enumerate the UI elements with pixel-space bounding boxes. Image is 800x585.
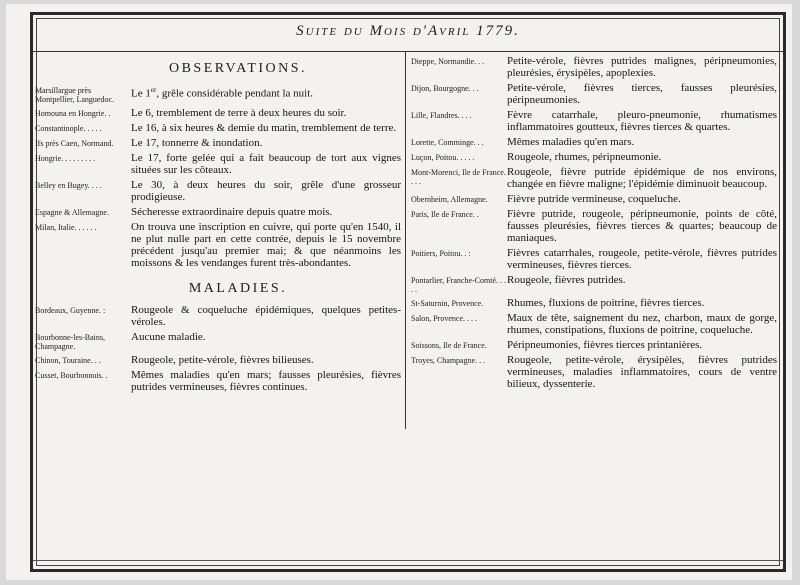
- entry-place: Troyes, Champagne. . .: [411, 356, 486, 365]
- entry-text: On trouva une inscription en cuivre, qui porte qu'en 1540, il ne plut nulle part en cette contrée, depuis le 15 novembre précédent jusqu'au premier mai; & que néanmoins les moissons & les vendanges furent très-abondantes.: [131, 221, 401, 269]
- entry-text: Fèvre catarrhale, pleuro-pneumonie, rhumatismes inflammatoires goutteux, fièvres tierces & quartes.: [507, 109, 777, 133]
- entry-text: Mêmes maladies qu'en mars; fausses pleurésies, fièvres putrides vermineuses, fièvres continues.: [131, 369, 401, 393]
- entry-place: Marsillargue près Montpellier, Languedoc.: [35, 86, 114, 104]
- right-column: [411, 55, 777, 393]
- entry-place: Mont-Morenci, Ile de France. . . .: [411, 168, 506, 186]
- entry-place: Dijon, Bourgogne. . .: [411, 84, 479, 93]
- entry-text: Le 16, à six heures & demie du matin, tremblement de terre.: [131, 122, 397, 134]
- entry-place: Salon, Provence. . . .: [411, 314, 477, 323]
- maladie-entry: [35, 354, 401, 366]
- maladie-entry: [411, 208, 777, 244]
- maladie-entry: [411, 55, 777, 79]
- observation-entry: [35, 107, 401, 119]
- maladie-entry: [35, 331, 401, 351]
- maladie-entry: [35, 304, 401, 328]
- maladie-entry: [411, 312, 777, 336]
- header-rule: [33, 51, 783, 52]
- maladie-entry: [411, 193, 777, 205]
- maladies-heading: MALADIES.: [188, 281, 288, 296]
- entry-text: Mêmes maladies qu'en mars.: [507, 136, 635, 148]
- entry-text: Rougeole, fièvre putride épidémique de nos environs, changée en fièvre maligne; l'épidémie diminuoit beaucoup.: [507, 166, 777, 190]
- observations-heading: OBSERVATIONS.: [168, 61, 308, 76]
- observation-entry: [35, 122, 401, 134]
- entry-place: Homouna en Hongrie. .: [35, 109, 111, 118]
- entry-text: Fièvre putride vermineuse, coqueluche.: [507, 193, 681, 205]
- maladie-entry: [411, 297, 777, 309]
- observation-entry: [35, 221, 401, 269]
- observation-entry: [35, 179, 401, 203]
- entry-place: St-Saturnin, Provence.: [411, 299, 484, 308]
- entry-text: Maux de tête, saignement du nez, charbon, maux de gorge, rhumes, constipations, fluxions de poitrine, coqueluche.: [507, 312, 777, 336]
- entry-place: Paris, Ile de France. .: [411, 210, 479, 219]
- entry-text: Rougeole, petite-vérole, fièvres bilieuses.: [131, 354, 314, 366]
- entry-text: Aucune maladie.: [131, 331, 206, 343]
- left-column: [35, 55, 401, 396]
- maladie-entry: [411, 82, 777, 106]
- entry-place: Obernheim, Allemagne.: [411, 195, 488, 204]
- bottom-rule: [33, 560, 783, 561]
- entry-place: Chinon, Touraine. . .: [35, 356, 101, 365]
- observation-entry: [35, 152, 401, 176]
- maladie-entry: [411, 274, 777, 294]
- entry-text: Le 30, à deux heures du soir, grêle d'une grosseur prodigieuse.: [131, 179, 401, 203]
- maladie-entry: [411, 354, 777, 390]
- entry-text: Sécheresse extraordinaire depuis quatre mois.: [131, 206, 333, 218]
- entry-place: Espagne & Allemagne.: [35, 208, 109, 217]
- entry-place: Bordeaux, Guyenne. :: [35, 306, 106, 315]
- entry-place: Lille, Flandres. . . .: [411, 111, 472, 120]
- entry-place: Hongrie. . . . . . . . .: [35, 154, 96, 163]
- entry-place: Pontarlier, Franche-Comté. . . . .: [411, 276, 506, 294]
- entry-place: Ifs près Caen, Normand.: [35, 139, 114, 148]
- maladie-entry: [411, 166, 777, 190]
- entry-place: Poitiers, Poitou. . :: [411, 249, 471, 258]
- entry-text: Le 6, tremblement de terre à deux heures du soir.: [131, 107, 347, 119]
- maladie-entry: [35, 369, 401, 393]
- entry-text: Petite-vérole, fièvres putrides malignes, péripneumonies, pleurésies, érysipèles, apoplexies.: [507, 55, 777, 79]
- entry-place: Lorette, Comminge. . .: [411, 138, 484, 147]
- maladie-entry: [411, 151, 777, 163]
- observation-entry: [35, 206, 401, 218]
- observation-entry: [35, 137, 401, 149]
- entry-text: Rougeole & coqueluche épidémiques, quelques petites-véroles.: [131, 304, 401, 328]
- entry-place: Dieppe, Normandie. . .: [411, 57, 485, 66]
- entry-text: Rougeole, fièvres putrides.: [507, 274, 626, 286]
- entry-text: Petite-vérole, fièvres tierces, fausses pleurésies, péripneumonies.: [507, 82, 777, 106]
- running-title: Suite du Mois d'Avril 1779.: [296, 23, 520, 39]
- entry-text: Le 17, forte gelée qui a fait beaucoup de tort aux vignes situées sur les côteaux.: [131, 152, 401, 176]
- entry-place: Constantinople. . . . .: [35, 124, 102, 133]
- entry-text: Péripneumonies, fièvres tierces printanières.: [507, 339, 703, 351]
- observation-entry: [35, 84, 401, 104]
- maladie-entry: [411, 339, 777, 351]
- page-frame: [30, 12, 786, 572]
- entry-place: Luçon, Poitou. . . . .: [411, 153, 475, 162]
- entry-text: Rougeole, petite-vérole, érysipèles, fièvres putrides vermineuses, maladies inflammatoires, cours de ventre bilieux, dyssenterie.: [507, 354, 777, 390]
- entry-place: Cusset, Bourbonnois. .: [35, 371, 108, 380]
- entry-text: Rougeole, rhumes, péripneumonie.: [507, 151, 662, 163]
- entry-text: Fièvres catarrhales, rougeole, petite-vérole, fièvres putrides vermineuses, fièvres tierces.: [507, 247, 777, 271]
- maladie-entry: [411, 247, 777, 271]
- entry-place: Belley en Bugey. . . .: [35, 181, 102, 190]
- entry-place: Soissons, Ile de France.: [411, 341, 487, 350]
- entry-text: Fièvre putride, rougeole, péripneumonie, points de côté, fausses pleurésies, fièvres tierces & quartes; beaucoup de maniaques.: [507, 208, 777, 244]
- maladie-entry: [411, 136, 777, 148]
- entry-place: Milan, Italie. . . . . .: [35, 223, 97, 232]
- entry-text: Rhumes, fluxions de poitrine, fièvres tierces.: [507, 297, 705, 309]
- entry-text: Le 1er, grêle considérable pendant la nuit.: [131, 86, 314, 100]
- page-scan: [6, 4, 792, 580]
- column-divider: [405, 52, 406, 429]
- entry-text: Le 17, tonnerre & inondation.: [131, 137, 263, 149]
- entry-place: Bourbonne-les-Bains, Champagne.: [35, 333, 105, 351]
- maladie-entry: [411, 109, 777, 133]
